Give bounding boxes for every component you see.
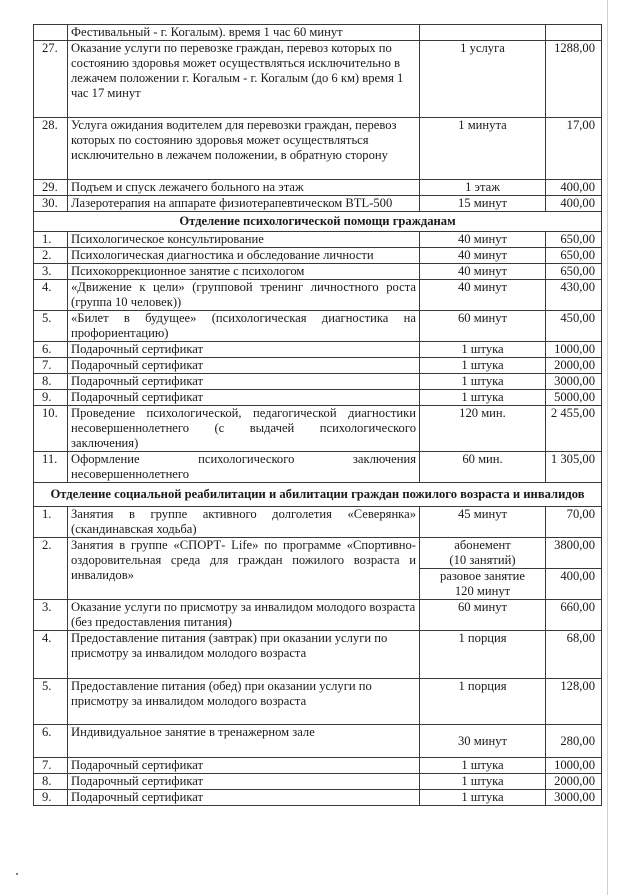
unit: 60 минут <box>420 600 546 631</box>
row-number: 6. <box>34 342 68 358</box>
row-number: 28. <box>34 118 68 180</box>
service-name: Психологическое консультирование <box>68 232 420 248</box>
row-number <box>34 25 68 41</box>
service-name: Оказание услуги по перевозке граждан, перевоз которых по состоянию здоровья может осуществляться исключительно в лежачем положении г. Когалым - г. Когалым (до 6 км) время 1 час 17 минут <box>68 41 420 118</box>
service-name: Подарочный сертификат <box>68 358 420 374</box>
table-row <box>34 725 602 758</box>
unit-line: (10 занятий) <box>449 553 516 567</box>
row-number: 7. <box>34 358 68 374</box>
price: 400,00 <box>546 196 602 212</box>
row-number: 27. <box>34 41 68 118</box>
table-row <box>34 280 602 311</box>
service-name: Подарочный сертификат <box>68 790 420 806</box>
price <box>546 25 602 41</box>
price: 430,00 <box>546 280 602 311</box>
unit: 1 этаж <box>420 180 546 196</box>
unit-option-subscription <box>420 538 546 569</box>
price: 2000,00 <box>546 774 602 790</box>
unit: 1 штука <box>420 390 546 406</box>
table-row-continuation <box>34 25 602 41</box>
service-name: Подарочный сертификат <box>68 390 420 406</box>
price: 400,00 <box>546 180 602 196</box>
service-name: Проведение психологической, педагогической диагностики несовершеннолетнего (с выдачей психологического заключения) <box>68 406 420 452</box>
unit: 60 минут <box>420 311 546 342</box>
unit: 1 штука <box>420 358 546 374</box>
table-row <box>34 406 602 452</box>
unit: 1 штука <box>420 374 546 390</box>
unit <box>420 25 546 41</box>
unit: 45 минут <box>420 507 546 538</box>
table-row <box>34 180 602 196</box>
unit: 1 минута <box>420 118 546 180</box>
table-row <box>34 374 602 390</box>
section-title: Отделение психологической помощи гражданам <box>34 212 602 232</box>
unit-option-single <box>420 569 546 600</box>
unit: 1 услуга <box>420 41 546 118</box>
scan-artifact-line <box>607 0 608 895</box>
service-name: Подарочный сертификат <box>68 774 420 790</box>
service-name: Подарочный сертификат <box>68 374 420 390</box>
table-row <box>34 790 602 806</box>
unit: 1 порция <box>420 679 546 725</box>
unit: 1 штука <box>420 758 546 774</box>
row-number: 30. <box>34 196 68 212</box>
service-name: Психологическая диагностика и обследование личности <box>68 248 420 264</box>
unit: 1 штука <box>420 774 546 790</box>
price: 17,00 <box>546 118 602 180</box>
unit: 1 порция <box>420 631 546 679</box>
price: 450,00 <box>546 311 602 342</box>
service-name: Подарочный сертификат <box>68 342 420 358</box>
unit: 120 мин. <box>420 406 546 452</box>
unit: 40 минут <box>420 248 546 264</box>
table-row <box>34 774 602 790</box>
table-row <box>34 631 602 679</box>
row-number: 8. <box>34 774 68 790</box>
price: 400,00 <box>546 569 602 600</box>
unit-line: 120 минут <box>454 584 511 598</box>
row-number: 8. <box>34 374 68 390</box>
table-row <box>34 358 602 374</box>
row-number: 5. <box>34 311 68 342</box>
table-row <box>34 264 602 280</box>
price: 3000,00 <box>546 790 602 806</box>
scan-dot <box>16 873 18 875</box>
row-number: 7. <box>34 758 68 774</box>
table-row <box>34 248 602 264</box>
table-row <box>34 41 602 118</box>
table-row <box>34 232 602 248</box>
row-number: 3. <box>34 264 68 280</box>
row-number: 4. <box>34 631 68 679</box>
row-number: 1. <box>34 507 68 538</box>
row-number: 29. <box>34 180 68 196</box>
table-row <box>34 311 602 342</box>
price-list-table <box>33 24 602 806</box>
price: 660,00 <box>546 600 602 631</box>
price: 650,00 <box>546 248 602 264</box>
service-name: Подарочный сертификат <box>68 758 420 774</box>
service-name: Услуга ожидания водителем для перевозки граждан, перевоз которых по состоянию здоровья может осуществляться исключительно в лежачем положении, в обратную сторону <box>68 118 420 180</box>
price: 3800,00 <box>546 538 602 569</box>
unit: 60 мин. <box>420 452 546 483</box>
row-number: 11. <box>34 452 68 483</box>
service-name: Подъем и спуск лежачего больного на этаж <box>68 180 420 196</box>
service-name: Фестивальный - г. Когалым). время 1 час 60 минут <box>68 25 420 41</box>
price: 3000,00 <box>546 374 602 390</box>
unit: 15 минут <box>420 196 546 212</box>
unit: 40 минут <box>420 280 546 311</box>
table-row <box>34 758 602 774</box>
unit-line: абонемент <box>454 538 511 552</box>
price: 1288,00 <box>546 41 602 118</box>
section-header-rehabilitation <box>34 483 602 507</box>
service-name: Оформление психологического заключения несовершеннолетнего <box>68 452 420 483</box>
service-name: Индивидуальное занятие в тренажерном зале <box>68 725 420 758</box>
service-name: «Движение к цели» (групповой тренинг личностного роста (группа 10 человек)) <box>68 280 420 311</box>
section-title: Отделение социальной реабилитации и абилитации граждан пожилого возраста и инвалидов <box>34 483 602 507</box>
row-number: 4. <box>34 280 68 311</box>
table-row <box>34 538 602 569</box>
service-name: Предоставление питания (завтрак) при оказании услуги по присмотру за инвалидом молодого возраста <box>68 631 420 679</box>
price: 650,00 <box>546 264 602 280</box>
unit: 40 минут <box>420 232 546 248</box>
table-row <box>34 452 602 483</box>
table-row <box>34 507 602 538</box>
price: 280,00 <box>546 725 602 758</box>
service-name: Психокоррекционное занятие с психологом <box>68 264 420 280</box>
unit-line: разовое занятие <box>439 569 526 583</box>
table-row <box>34 118 602 180</box>
table-row <box>34 390 602 406</box>
row-number: 1. <box>34 232 68 248</box>
price: 2 455,00 <box>546 406 602 452</box>
price: 2000,00 <box>546 358 602 374</box>
table-row <box>34 342 602 358</box>
price: 5000,00 <box>546 390 602 406</box>
row-number: 2. <box>34 248 68 264</box>
unit: 1 штука <box>420 342 546 358</box>
price: 650,00 <box>546 232 602 248</box>
row-number: 9. <box>34 390 68 406</box>
row-number: 6. <box>34 725 68 758</box>
price: 1000,00 <box>546 342 602 358</box>
service-name: Лазеротерапия на аппарате физиотерапевтическом BTL-500 <box>68 196 420 212</box>
service-name: Оказание услуги по присмотру за инвалидом молодого возраста (без предоставления питания) <box>68 600 420 631</box>
price: 70,00 <box>546 507 602 538</box>
row-number: 10. <box>34 406 68 452</box>
row-number: 5. <box>34 679 68 725</box>
table-row <box>34 196 602 212</box>
service-name: Занятия в группе «СПОРТ- Life» по программе «Спортивно-оздоровительная среда для граждан пожилого возраста и инвалидов» <box>68 538 420 600</box>
row-number: 9. <box>34 790 68 806</box>
price: 128,00 <box>546 679 602 725</box>
section-header-psychology <box>34 212 602 232</box>
price: 1 305,00 <box>546 452 602 483</box>
service-name: Предоставление питания (обед) при оказании услуги по присмотру за инвалидом молодого возраста <box>68 679 420 725</box>
table-row <box>34 600 602 631</box>
unit: 40 минут <box>420 264 546 280</box>
table-row <box>34 679 602 725</box>
unit: 1 штука <box>420 790 546 806</box>
price: 1000,00 <box>546 758 602 774</box>
row-number: 3. <box>34 600 68 631</box>
service-name: «Билет в будущее» (психологическая диагностика на профориентацию) <box>68 311 420 342</box>
service-name: Занятия в группе активного долголетия «Северянка» (скандинавская ходьба) <box>68 507 420 538</box>
row-number: 2. <box>34 538 68 600</box>
unit: 30 минут <box>420 725 546 758</box>
price: 68,00 <box>546 631 602 679</box>
